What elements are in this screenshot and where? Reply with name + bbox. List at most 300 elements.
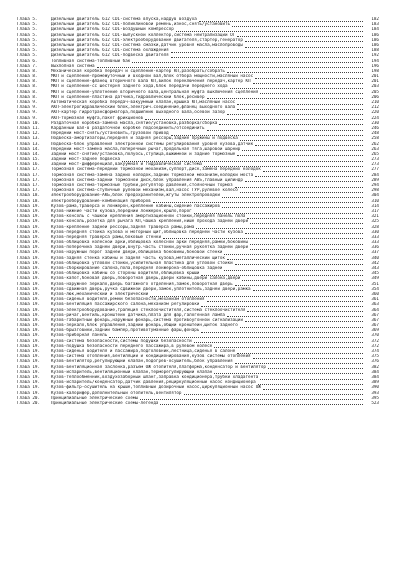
toc-page-number: 194 [371, 58, 379, 64]
toc-leader-dots [237, 35, 363, 37]
toc-chapter: Глава 19. [17, 369, 41, 375]
toc-leader-dots [245, 232, 363, 234]
toc-chapter: Глава 19. [17, 291, 41, 297]
toc-page-number: 370 [371, 333, 379, 339]
toc-leader-dots [145, 118, 363, 120]
toc-title: Тормозная система-передний тормозной механизм,суппорт,диск,замена передних колодок [51, 167, 261, 173]
toc-page-number: 367 [371, 323, 379, 329]
toc-page-number: 182 [371, 17, 379, 22]
toc-leader-dots [171, 134, 363, 136]
toc-chapter: Глава 19. [17, 297, 41, 303]
toc-page-number: 186 [371, 42, 379, 48]
toc-page-number: 342 [371, 260, 379, 266]
toc-leader-dots [184, 393, 364, 395]
toc-title: Кузов-калорифер,дополнительный отопитель,вентилятор [51, 390, 182, 396]
toc-page-number: 354 [371, 286, 379, 292]
toc-chapter: Глава 6. [17, 58, 38, 64]
toc-page-number: 367 [371, 317, 379, 323]
toc-leader-dots [253, 357, 363, 359]
toc-title: МКП и сцепление-сс шестерня заднего хода,блок передачи переднего хода [51, 84, 228, 90]
toc-chapter: Глава 19. [17, 307, 41, 313]
toc-chapter: Глава 19. [17, 390, 41, 396]
toc-page-number: 372 [371, 343, 379, 349]
toc-leader-dots [153, 201, 363, 203]
toc-chapter: Глава 19. [17, 208, 41, 214]
toc-leader-dots [237, 352, 363, 354]
toc-chapter: Глава 19. [17, 276, 41, 282]
toc-page-number: 330 [371, 229, 379, 235]
toc-leader-dots [97, 66, 364, 68]
toc-page-number: 328 [371, 224, 379, 230]
toc-title: Электрооборудование-АКБ,блок предохранителей,жгуты электропроводки [51, 193, 220, 199]
toc-title: Кузов-консоль с чашкой крепления амортизационной стойки,передняя панель пола [51, 214, 246, 220]
toc-chapter: Глава 9. [17, 115, 38, 121]
toc-leader-dots [140, 398, 363, 400]
toc-page-number: 333 [371, 234, 379, 240]
toc-page-number: 393 [371, 390, 379, 396]
toc-leader-dots [207, 97, 363, 99]
toc-page-number: 336 [371, 245, 379, 251]
toc-chapter: Глава 19. [17, 317, 41, 323]
toc-chapter: Глава 17. [17, 167, 41, 173]
toc-page-number: 184 [371, 27, 379, 33]
toc-chapter: Глава 19. [17, 312, 41, 318]
toc-leader-dots [240, 326, 363, 328]
toc-title: МКП и сцепление-промежуточный и входной вал,блок отбора мощности,масляный насос [51, 74, 254, 80]
toc-leader-dots [227, 258, 363, 260]
toc-page-number: 258 [371, 136, 379, 142]
toc-leader-dots [122, 160, 363, 162]
toc-chapter: Глава 15. [17, 157, 41, 163]
toc-title: Кузов-капот,боковая дверь,поворотная дверь,двери кабины,двери салона,двери [51, 276, 241, 282]
toc-chapter: Глава 19. [17, 240, 41, 246]
toc-title: Кузов-сиденья водителя,ремни безопасности,механизм отопления [51, 297, 205, 303]
toc-page-number: 248 [371, 131, 379, 137]
toc-chapter: Глава 19. [17, 260, 41, 266]
toc-page-number: 314 [371, 203, 379, 209]
toc-leader-dots [224, 253, 363, 255]
toc-chapter: Глава 19. [17, 302, 41, 308]
toc-leader-dots [232, 25, 363, 27]
toc-page-number: 220 [371, 110, 379, 116]
toc-title: Тормозная система-ступичные рулевой механизм,вал,насос ГУР,рулевое колесо [51, 188, 238, 194]
toc-chapter: Глава 17. [17, 172, 41, 178]
toc-chapter: Глава 9. [17, 100, 38, 105]
toc-chapter: Глава 13. [17, 141, 41, 147]
toc-title: Принципиальные электрические схемы-легенда [51, 400, 159, 406]
toc-title: Дизельный двигатель 612 CDI-поликлиновой ремень,износ,снять/установить [51, 22, 231, 28]
toc-leader-dots [242, 149, 363, 151]
toc-title: АКП-тормозная муфта,пакет фрикционов [51, 115, 144, 121]
toc-title: Автоматическая коробка передач-вакуумный клапан,крышка КП,масляный насос [51, 100, 236, 105]
toc-page-number: 198 [371, 68, 379, 74]
toc-title: Раздаточная коробка-замена масла,снятие/установка,разборка/сборка [51, 120, 218, 126]
toc-page-number: 360 [371, 291, 379, 297]
toc-chapter: Глава 19. [17, 380, 41, 386]
toc-title: Кузов-нижние части кузова,передний лонжерон,крыло,порог [51, 208, 192, 214]
toc-title: Кузов-сдвижная дверь,ручка сдвижной двери,замок,уплотнитель,задней двери,рамка [51, 286, 251, 292]
toc-chapter: Глава 19. [17, 286, 41, 292]
toc-title: Дизельный двигатель 612 CDI-система впуска,наддув воздуха [51, 17, 197, 22]
toc-leader-dots [250, 243, 363, 245]
toc-title: МКП и сцепление-уплотнение вторичного вала,центральная муфта выключения сцепления [51, 89, 259, 95]
toc-page-number: 201 [371, 79, 379, 85]
toc-leader-dots [207, 129, 363, 131]
toc-page-number: 203 [371, 84, 379, 90]
toc-page-number: 337 [371, 250, 379, 256]
toc-title: Кузов-подушка безопасности переднего пассажира,в рулевом колесе [51, 343, 213, 349]
toc-chapter: Глава 8. [17, 94, 38, 100]
toc-title: Кузов-наружное зеркало,дверь багажного отделения,замок,поворотная дверь [51, 281, 233, 287]
toc-page-number: 321 [371, 214, 379, 220]
toc-page-number: 284 [371, 172, 379, 178]
toc-title: Дизельный двигатель 612 CDI-электрооборудование двигателя,стартер,генератор [51, 37, 243, 43]
toc-chapter: Глава 19. [17, 229, 41, 235]
toc-leader-dots [237, 108, 363, 110]
toc-page-number: 374 [371, 349, 379, 354]
toc-title: Кузов-приборная панель [51, 333, 108, 339]
toc-title: Задний мост-дифференциал,вакуумная и гидравлическая система [51, 162, 202, 168]
toc-title: Кузов-испаритель/конденсатор,датчик давления,рециркуляционный насос кондиционера [51, 380, 256, 386]
toc-title: Топливная система-топливный бак [51, 58, 131, 64]
toc-title: Кузов-сиденья водителя и пассажира,подголовник,лестница,сиденья в салоне [51, 349, 236, 354]
toc-title: Дизельный двигатель 612 CDI-выпускной коллектор,система нейтрализации ОГ [51, 32, 236, 38]
toc-leader-dots [250, 248, 363, 250]
toc-title: Тормозная система-задний тормозной диск,блок управления ABS,главный цилиндр [51, 177, 243, 183]
toc-page-number: 210 [371, 100, 379, 105]
toc-chapter: Глава 19. [17, 385, 41, 391]
toc-title: Кузов-система безопасности,системы подушки безопасности [51, 338, 192, 344]
toc-title: Кузов-консоль,розетка для рычага КП,чашка крепления,нише прохода задней двери [51, 219, 249, 225]
toc-title: Кузов-передняя траверса рамы,боковые стенки [51, 234, 162, 240]
toc-title: Дизельный двигатель 612 CDI-воздушный компрессор [51, 27, 174, 33]
toc-page-number: 212 [371, 105, 379, 111]
toc-chapter: Глава 19. [17, 203, 41, 209]
toc-chapter: Глава 19. [17, 219, 41, 225]
toc-title: Кузов-передняя стойка кузова и моторный щит,облицовка передней части кузова [51, 229, 243, 235]
toc-title: Тормозная система-замена задних колодок,задний тормозной механизм,колодки моста [51, 172, 254, 178]
toc-page-number: 372 [371, 338, 379, 344]
toc-title: Кузов-люк,механический и электрический [51, 291, 149, 297]
toc-leader-dots [240, 139, 363, 141]
toc-chapter: Глава 5. [17, 27, 38, 33]
toc-leader-dots [263, 388, 363, 390]
toc-chapter: Глава 19. [17, 281, 41, 287]
toc-chapter: Глава 8. [17, 68, 38, 74]
toc-title: Дизельный двигатель 612 CDI-подвеска двигателя [51, 53, 169, 59]
toc-leader-dots [214, 372, 363, 374]
toc-leader-dots [194, 341, 363, 343]
toc-chapter: Глава 14. [17, 151, 41, 157]
toc-page-number: 363 [371, 302, 379, 308]
toc-leader-dots [227, 113, 363, 115]
toc-leader-dots [222, 206, 363, 208]
toc-title: Выхлопная система [51, 63, 95, 69]
toc-page-number: 196 [371, 63, 379, 69]
toc-page-number: 183 [371, 22, 379, 28]
toc-chapter: Глава 17. [17, 183, 41, 188]
toc-leader-dots [196, 227, 363, 229]
toc-leader-dots [235, 186, 363, 188]
toc-page-number: 376 [371, 359, 379, 365]
toc-leader-dots [242, 279, 363, 281]
toc-page-number: 384 [371, 369, 379, 375]
toc-leader-dots [255, 144, 363, 146]
toc-leader-dots [199, 20, 363, 22]
toc-title: Задний мост-заднее подвеска [51, 157, 121, 163]
toc-title: Дизельный двигатель 612 CDI-система охлаждения [51, 48, 169, 54]
toc-title: Подвеска-амортизаторы,передняя и задняя рессоры,задние пружины и подвеска [51, 136, 238, 142]
toc-chapter: Глава 10. [17, 120, 41, 126]
toc-title: Принципиальные электрические схемы [51, 395, 138, 401]
toc-title: Передний мост-замена масла,поперечный рычаг,продольная тяга,шаровой шарнир [51, 146, 241, 152]
toc-chapter: Глава 5. [17, 42, 38, 48]
toc-leader-dots [214, 346, 363, 348]
toc-title: Кузов-крепление задней рессоры,задняя траверса рамы,рама [51, 224, 195, 230]
toc-leader-dots [235, 263, 363, 265]
toc-leader-dots [250, 222, 363, 224]
toc-leader-dots [255, 175, 363, 177]
toc-title: Кузов-зеркало,блок управления,задний фонарь,общий кронштейн,щиток заднего [51, 323, 238, 329]
toc-chapter: Глава 5. [17, 53, 38, 59]
toc-chapter: Глава 8. [17, 79, 38, 85]
toc-leader-dots [245, 320, 363, 322]
toc-title: Кузов-задняя стенка кабины и задняя часть кузова,металлический щиток [51, 255, 225, 261]
toc-page-number: 289 [371, 177, 379, 183]
toc-title: Механическая коробка передач и сцепление-картер КП,разобрать/собрать [51, 68, 225, 74]
toc-title: Кузов-габаритный фонарь,наружный фонарь,система противоугонной сигнализации [51, 317, 243, 323]
toc-page-number: 364 [371, 307, 379, 313]
toc-chapter: Глава 7. [17, 63, 38, 69]
toc-page-number: 389 [371, 380, 379, 386]
toc-leader-dots [224, 269, 363, 271]
toc-chapter: Глава 19. [17, 328, 41, 334]
toc-leader-dots [171, 51, 363, 53]
toc-title: Кузов-система отопления,вентиляции и кондиционирования,кузов системы отопления [51, 354, 251, 360]
toc-page-number: 351 [371, 281, 379, 287]
toc-page-number: 273 [371, 157, 379, 163]
toc-page-number: 349 [371, 276, 379, 282]
toc-leader-dots [160, 403, 363, 405]
toc-page-number: 523 [371, 400, 379, 406]
toc-title: МКП и сцепление-фланец вторичного вала КП,вилок переключения передач,картер КП [51, 79, 251, 85]
toc-title: Кузов-ричаг,вентиль,кронштейн датчика,плата для фар,галогенная лампа [51, 312, 225, 318]
toc-title: Кузов-облицовка кабины со стороны водителя,облицовка крыши [51, 271, 200, 277]
toc-chapter: Глава 14. [17, 146, 41, 152]
toc-page-number: 186 [371, 32, 379, 38]
toc-title: Передний мост-снять/установить,грузовой привод [51, 131, 169, 137]
toc-chapter: Глава 19. [17, 333, 41, 339]
toc-title: Кузов-поперечина задней двери,внутр.часть стойки,ручная рукоятка задней двери [51, 245, 249, 251]
toc-chapter: Глава 5. [17, 17, 38, 22]
toc-page-number: 367 [371, 312, 379, 318]
toc-chapter: Глава 18. [17, 193, 41, 199]
toc-leader-dots [255, 77, 363, 79]
toc-page-number: 188 [371, 48, 379, 54]
toc-title: Кузов-облицовка угловой стойки,усилительная пластина для угловой стойки [51, 260, 233, 266]
toc-leader-dots [237, 154, 363, 156]
toc-chapter: Глава 19. [17, 234, 41, 240]
toc-page-number: 205 [371, 89, 379, 95]
toc-page-number: 375 [371, 354, 379, 360]
toc-title: МКП и сцепление-пластина датчика,гидравлический блок,ресивер [51, 94, 205, 100]
toc-page-number: 206 [371, 94, 379, 100]
toc-chapter: Глава 5. [17, 48, 38, 54]
toc-chapter: Глава 19. [17, 255, 41, 261]
toc-chapter: Глава 19. [17, 266, 41, 271]
toc-chapter: Глава 13. [17, 136, 41, 142]
toc-title: Подвеска-блок управления электронной системы регулирования уровня кузова,датчик [51, 141, 254, 147]
toc-title: Кузов-сборкирование салона,пола,передняя лонжерона-облицовка задней [51, 266, 223, 271]
toc-title: Кузов-брызговики,задний бампер,противотуманные фары,фонарь [51, 328, 200, 334]
toc-title: Кузов-фильтр-осушитель на крыше,топливный дозирочный насос,циркуляционный насос ОЖ [51, 385, 261, 391]
toc-page-number: 310 [371, 198, 379, 204]
toc-chapter: Глава 19. [17, 374, 41, 380]
toc-leader-dots [263, 170, 363, 172]
toc-leader-dots [237, 103, 363, 105]
toc-leader-dots [150, 295, 363, 297]
toc-title: АКП-электрогидравлический блок,электрич.соединение,фланец выходного вала [51, 105, 236, 111]
toc-title: Кузов-наружный порог задней двери,облицовка боковины,боковой стенки [51, 250, 223, 256]
toc-page-number: 333 [371, 240, 379, 246]
toc-chapter: Глава 19. [17, 323, 41, 329]
toc-page-number: 325 [371, 219, 379, 225]
toc-page-number: 298 [371, 188, 379, 194]
toc-page-number: 361 [371, 297, 379, 303]
toc-title: Карданный вал-в раздаточной коробке подсоединить/отсоединить [51, 125, 205, 131]
toc-page-number: 192 [371, 53, 379, 59]
toc-leader-dots [109, 336, 363, 338]
toc-leader-dots [245, 46, 363, 48]
toc-chapter: Глава 5. [17, 32, 38, 38]
toc-title: Кузов-вентиляция пассажирского салона,механизм регулировки [51, 302, 200, 308]
toc-leader-dots [201, 274, 363, 276]
toc-leader-dots [163, 237, 363, 239]
toc-title: Тормозная система-тормозные трубки,регулятор давления,стояночный тормоз [51, 183, 233, 188]
toc-leader-dots [253, 82, 363, 84]
toc-page-number: 246 [371, 125, 379, 131]
toc-title: Задний мост-снятие/установка,полуось,ступица,выжимной и задние тормозные [51, 151, 236, 157]
toc-leader-dots [132, 61, 363, 63]
toc-chapter: Глава 19. [17, 343, 41, 349]
toc-title: Кузов-теплообменник,воздухозаборный шланг,заправка кондиционера,трубки хладагента [51, 374, 259, 380]
toc-leader-dots [260, 92, 363, 94]
toc-page-number: 201 [371, 74, 379, 80]
toc-page-number: 317 [371, 208, 379, 214]
toc-chapter: Глава 20. [17, 400, 41, 406]
toc-page-number: 186 [371, 37, 379, 43]
toc-leader-dots [240, 191, 363, 193]
toc-chapter: Глава 19. [17, 354, 41, 360]
toc-chapter: Глава 9. [17, 105, 38, 111]
toc-leader-dots [176, 30, 363, 32]
toc-chapter: Глава 19. [17, 338, 41, 344]
toc-leader-dots [258, 383, 363, 385]
toc-chapter: Глава 8. [17, 84, 38, 90]
toc-page-number: 265 [371, 151, 379, 157]
toc-chapter: Глава 19. [17, 214, 41, 220]
toc-page-number: 343 [371, 266, 379, 271]
toc-leader-dots [235, 362, 363, 364]
toc-chapter: Глава 12. [17, 131, 41, 137]
toc-leader-dots [201, 331, 363, 333]
toc-leader-dots [227, 315, 363, 317]
toc-title: Кузов-рама,траверса и лонжерон,крепление кабины,сидение пассажиров [51, 203, 220, 209]
toc-entry[interactable] [17, 401, 379, 406]
toc-title: Кузов-облицовка колёсной арки,облицовка колёсной арки передняя,рамки,боковины [51, 240, 249, 246]
toc-leader-dots [171, 56, 363, 58]
toc-leader-dots [194, 212, 363, 214]
toc-leader-dots [204, 165, 363, 167]
toc-page-number: 340 [371, 255, 379, 261]
toc-page-number: 382 [371, 364, 379, 370]
toc-leader-dots [253, 289, 363, 291]
toc-page-number: 384 [371, 374, 379, 380]
toc-page-number: 294 [371, 183, 379, 188]
toc-page-number: 395 [371, 395, 379, 401]
toc-chapter: Глава 19. [17, 359, 41, 365]
toc-page-number: 273 [371, 162, 379, 168]
toc-chapter: Глава 8. [17, 74, 38, 80]
toc-title: Кузов-испаритель,вентиляционный клапан,терморегулирующий клапан [51, 369, 213, 375]
toc-page-number: 390 [371, 385, 379, 391]
toc-leader-dots [245, 180, 363, 182]
toc-chapter: Глава 19. [17, 245, 41, 251]
toc-chapter: Глава 5. [17, 37, 38, 43]
toc-chapter: Глава 19. [17, 271, 41, 277]
toc-page-number: 262 [371, 141, 379, 147]
toc-page-number: 304 [371, 193, 379, 199]
toc-page-number: 224 [371, 115, 379, 121]
toc-leader-dots [230, 87, 363, 89]
toc-chapter: Глава 18. [17, 198, 41, 204]
toc-chapter: Глава 17. [17, 188, 41, 194]
toc-title: АКП-картер гидротрансформатора,подшипник выходного вала,осевой зазор [51, 110, 225, 116]
toc-title: Кузов-электрооборудование,трапеция стеклоочистителя,система стеклоочистителя [51, 307, 246, 313]
toc-leader-dots [247, 217, 363, 219]
toc-chapter: Глава 19. [17, 250, 41, 256]
toc-leader-dots [227, 71, 363, 73]
toc-chapter: Глава 17. [17, 177, 41, 183]
toc-page-number: 230 [371, 120, 379, 126]
table-of-contents [17, 17, 379, 406]
toc-chapter: Глава 20. [17, 395, 41, 401]
toc-leader-dots [268, 367, 363, 369]
toc-chapter: Глава 5. [17, 22, 38, 28]
toc-chapter: Глава 8. [17, 89, 38, 95]
toc-leader-dots [201, 305, 363, 307]
toc-chapter: Глава 9. [17, 110, 38, 116]
toc-chapter: Глава 16. [17, 162, 41, 168]
toc-title: Кузов-вентиляционная заслонка,разъем ОЖ отопителя,платформа,конденсатор и вентилятор [51, 364, 266, 370]
toc-leader-dots [245, 40, 363, 42]
toc-title: Электрооборудование-комбинация приборов [51, 198, 151, 204]
toc-leader-dots [207, 300, 363, 302]
toc-chapter: Глава 19. [17, 224, 41, 230]
toc-leader-dots [260, 378, 363, 380]
toc-leader-dots [247, 310, 363, 312]
toc-page-number: 263 [371, 146, 379, 152]
toc-leader-dots [235, 284, 363, 286]
toc-leader-dots [219, 123, 363, 125]
toc-page-number: 345 [371, 271, 379, 277]
toc-leader-dots [222, 196, 363, 198]
toc-title: Кузов-вентилятор,регулирующий клапан,подогрев-осушитель,блок управления [51, 359, 233, 365]
toc-title: Дизельный двигатель 612 CDI-система смазки,датчик уровня масла,маслопроводы [51, 42, 243, 48]
toc-chapter: Глава 19. [17, 349, 41, 354]
toc-page-number: 369 [371, 328, 379, 334]
toc-chapter: Глава 11. [17, 125, 41, 131]
